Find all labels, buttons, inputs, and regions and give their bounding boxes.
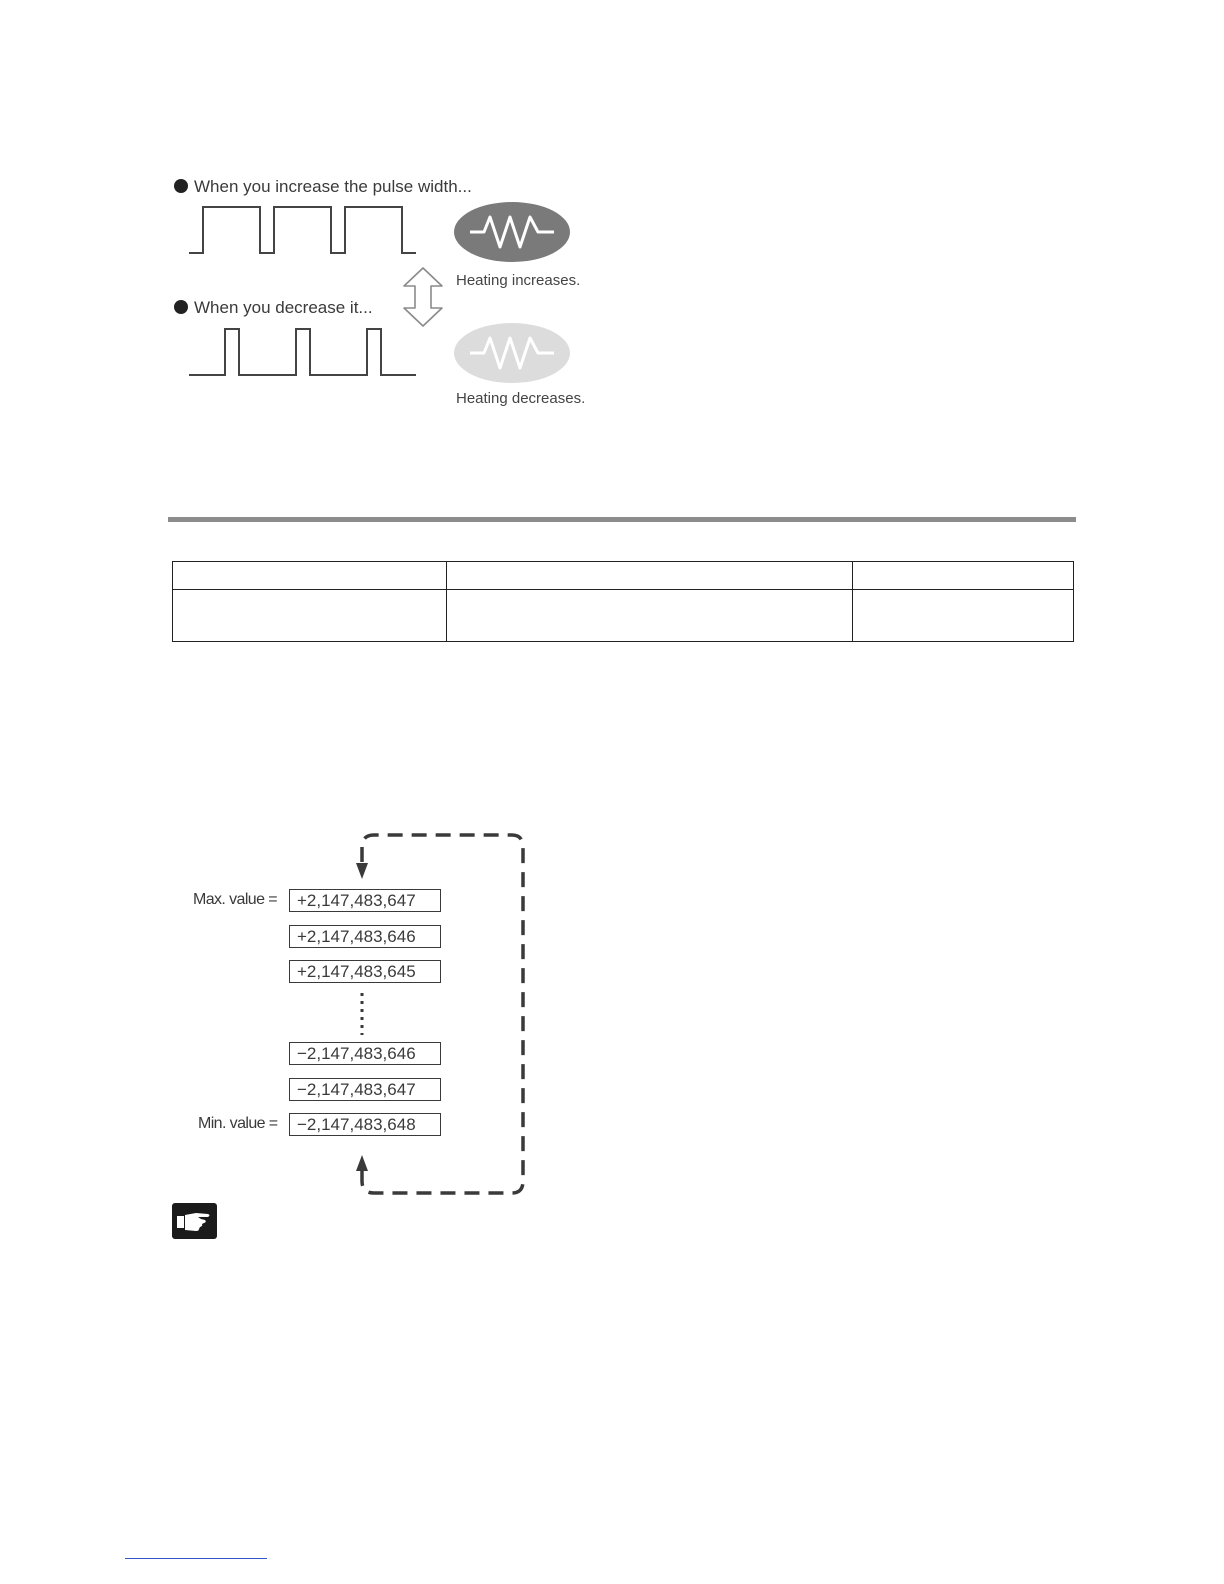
heater-high-icon <box>452 201 572 263</box>
table-cell <box>853 562 1074 590</box>
value-box: −2,147,483,648 <box>289 1113 441 1136</box>
min-value-label: Min. value = <box>198 1115 278 1132</box>
arrow-down-icon <box>356 863 368 879</box>
value-box: −2,147,483,646 <box>289 1042 441 1065</box>
table-cell <box>173 562 447 590</box>
spec-table <box>172 561 1074 642</box>
pulse-wide-waveform <box>180 196 425 260</box>
wraparound-loop <box>340 825 540 1205</box>
table-cell <box>446 590 853 642</box>
max-value-label: Max. value = <box>193 891 277 908</box>
double-arrow-icon <box>400 266 446 328</box>
table-row <box>173 590 1074 642</box>
footnote-separator <box>125 1558 267 1559</box>
arrow-up-icon <box>356 1155 368 1171</box>
value-box: +2,147,483,646 <box>289 925 441 948</box>
increase-label-text: When you increase the pulse width... <box>194 177 472 196</box>
table-cell <box>173 590 447 642</box>
pointing-hand-icon <box>172 1203 217 1239</box>
table-row <box>173 562 1074 590</box>
decrease-heading <box>174 298 373 318</box>
heating-decreases-caption: Heating decreases. <box>456 390 586 407</box>
value-box: +2,147,483,645 <box>289 960 441 983</box>
bullet-dot <box>174 300 188 314</box>
increase-heading <box>174 177 472 197</box>
heater-low-icon <box>452 322 572 384</box>
table-cell <box>853 590 1074 642</box>
section-divider <box>168 517 1076 522</box>
value-box: +2,147,483,647 <box>289 889 441 912</box>
decrease-label-text: When you decrease it... <box>194 298 373 317</box>
bullet-dot <box>174 179 188 193</box>
heating-increases-caption: Heating increases. <box>456 272 581 289</box>
value-box: −2,147,483,647 <box>289 1078 441 1101</box>
pulse-narrow-waveform <box>180 318 425 382</box>
table-cell <box>446 562 853 590</box>
